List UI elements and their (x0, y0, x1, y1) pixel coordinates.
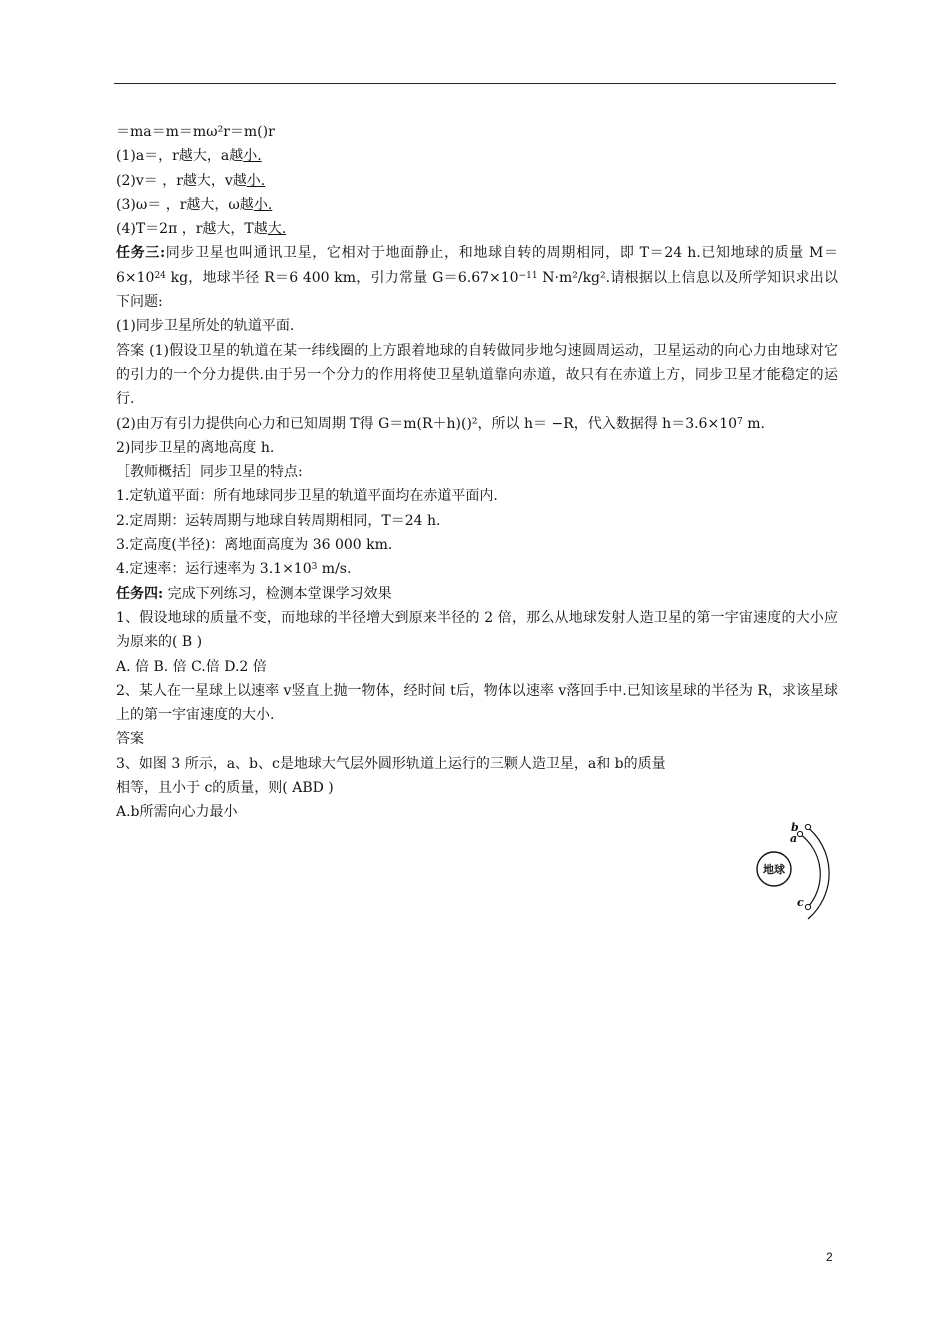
header-rule (114, 83, 836, 84)
task4-heading: 任务四: 完成下列练习，检测本堂课学习效果 (116, 585, 392, 602)
task3-paragraph: 任务三:同步卫星也叫通讯卫星，它相对于地面静止，和地球自转的周期相同，即 T＝24 h.已知地球的质量 $M=6\times 10^{24}$ kg，地球半径 R＝6 400 km，引力常量 $G=6.67\times 10^{-11}$ N·m²/kg².请根据以上信息以及所学知识求出以下问题: (116, 245, 838, 311)
task4-label: 任务四: (116, 585, 164, 602)
question-1: (1)同步卫星所处的轨道平面. (116, 318, 295, 335)
orbit-figure (756, 816, 836, 922)
label-c: c (797, 896, 804, 909)
satellite-c (805, 904, 810, 909)
formula-line: ＝ma＝m＝mω²r＝m()r (116, 124, 275, 140)
problem-3-line-2: 相等，且小于 c的质量，则( ABD ) (116, 780, 334, 797)
page-number: 2 (826, 1250, 833, 1264)
page-content (116, 120, 838, 825)
teacher-summary: ［教师概括］同步卫星的特点: (116, 464, 303, 481)
item-2: (2)v＝ ，r越大，v越小. (116, 172, 266, 189)
label-a: a (790, 832, 798, 845)
label-b: b (791, 821, 799, 834)
item-4: (4)T＝2π ，r越大，T越大. (116, 221, 287, 238)
answer-2: (2)由万有引力提供向心力和已知周期 T得 G＝m(R＋h)()²，所以 h＝ −R，代入数据得 $h=3.6\times 10^7$ m. (116, 415, 765, 432)
earth-label: 地球 (763, 863, 785, 876)
feature-4: 4.定速率：运行速率为 $3.1\times 10^3$ m/s. (116, 561, 352, 578)
question-2: 2)同步卫星的离地高度 h. (116, 439, 275, 456)
task3-label: 任务三: (116, 245, 166, 262)
problem-3-option-a: A.b所需向心力最小 (116, 804, 238, 821)
item-1: (1)a＝，r越大，a越小. (116, 148, 262, 165)
problem-2: 2、某人在一星球上以速率 v竖直上抛一物体，经时间 t后，物体以速率 v落回手中.已知该星球的半径为 R，求该星球上的第一宇宙速度的大小. (116, 682, 838, 724)
feature-3: 3.定高度(半径)：离地面高度为 36 000 km. (116, 537, 393, 554)
item-3: (3)ω＝ ，r越大，ω越小. (116, 196, 273, 213)
feature-2: 2.定周期：运转周期与地球自转周期相同，T＝24 h. (116, 512, 441, 529)
problem-1-options: A. 倍 B. 倍 C.倍 D.2 倍 (116, 658, 267, 675)
problem-3-line-1: 3、如图 3 所示，a、b、c是地球大气层外圆形轨道上运行的三颗人造卫星，a和 b的质量 (116, 755, 666, 772)
problem-2-answer: 答案 (116, 731, 144, 748)
feature-1: 1.定轨道平面：所有地球同步卫星的轨道平面均在赤道平面内. (116, 488, 498, 505)
satellite-b (805, 824, 810, 829)
problem-1: 1、假设地球的质量不变，而地球的半径增大到原来半径的 2 倍，那么从地球发射人造卫星的第一宇宙速度的大小应为原来的( B ) (116, 609, 838, 651)
answer-1: 答案 (1)假设卫星的轨道在某一纬线圈的上方跟着地球的自转做同步地匀速圆周运动，卫星运动的向心力由地球对它的引力的一个分力提供.由于另一个分力的作用将使卫星轨道靠向赤道，故只有在赤道上方，同步卫星才能稳定的运行. (116, 342, 838, 408)
